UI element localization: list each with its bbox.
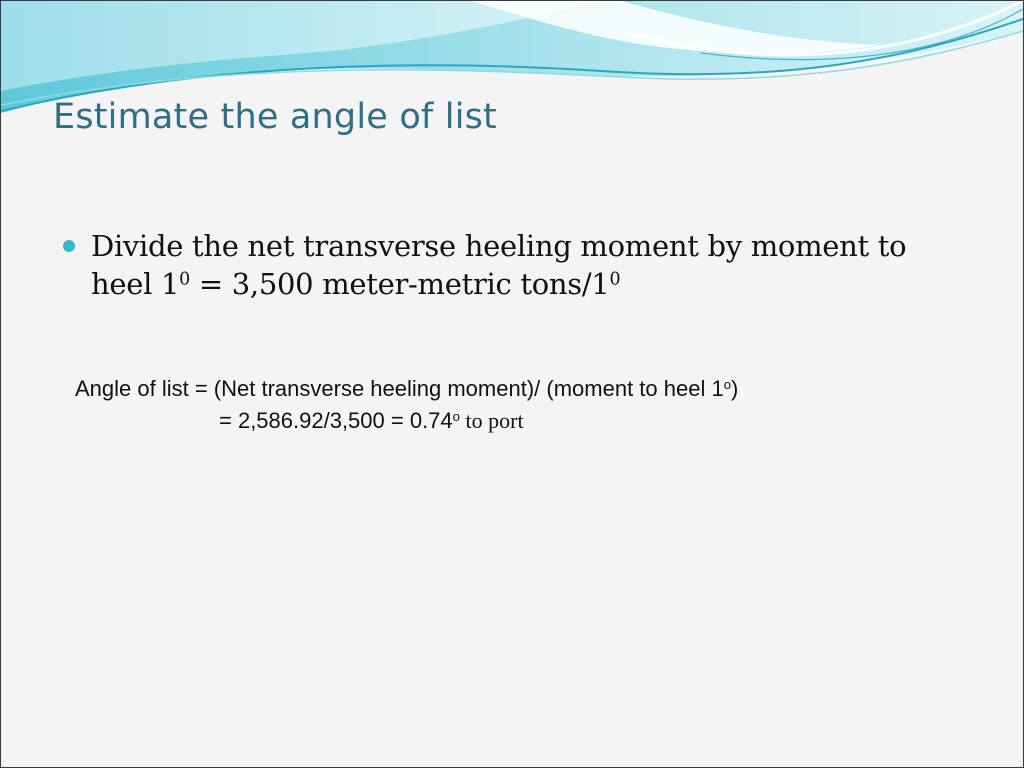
bullet-degree-mark-1: 0 [179, 269, 190, 290]
formula-line-1-degree: o [723, 376, 732, 392]
formula-block [75, 373, 738, 437]
bullet-text-part-1: Divide the net transverse heeling moment by moment to heel 1 [91, 229, 907, 301]
bullet-dot-icon [63, 240, 75, 252]
formula-line-2 [75, 405, 738, 437]
bullet-degree-mark-2: 0 [609, 269, 621, 290]
bullet-item [63, 227, 973, 303]
formula-line-2-degree: o [452, 408, 460, 424]
formula-line-2-text: = 2,586.92/3,500 = 0.74 [219, 408, 453, 433]
slide-title: Estimate the angle of list [53, 97, 497, 137]
bullet-text-part-2: = 3,500 meter-metric tons/1 [189, 267, 610, 301]
formula-line-1-end: ) [731, 376, 739, 401]
formula-line-2-tail: to port [460, 408, 524, 433]
formula-line-1-text: Angle of list = (Net transverse heeling moment)/ (moment to heel 1 [75, 376, 724, 401]
formula-line-1 [75, 373, 738, 405]
bullet-text [91, 227, 973, 303]
